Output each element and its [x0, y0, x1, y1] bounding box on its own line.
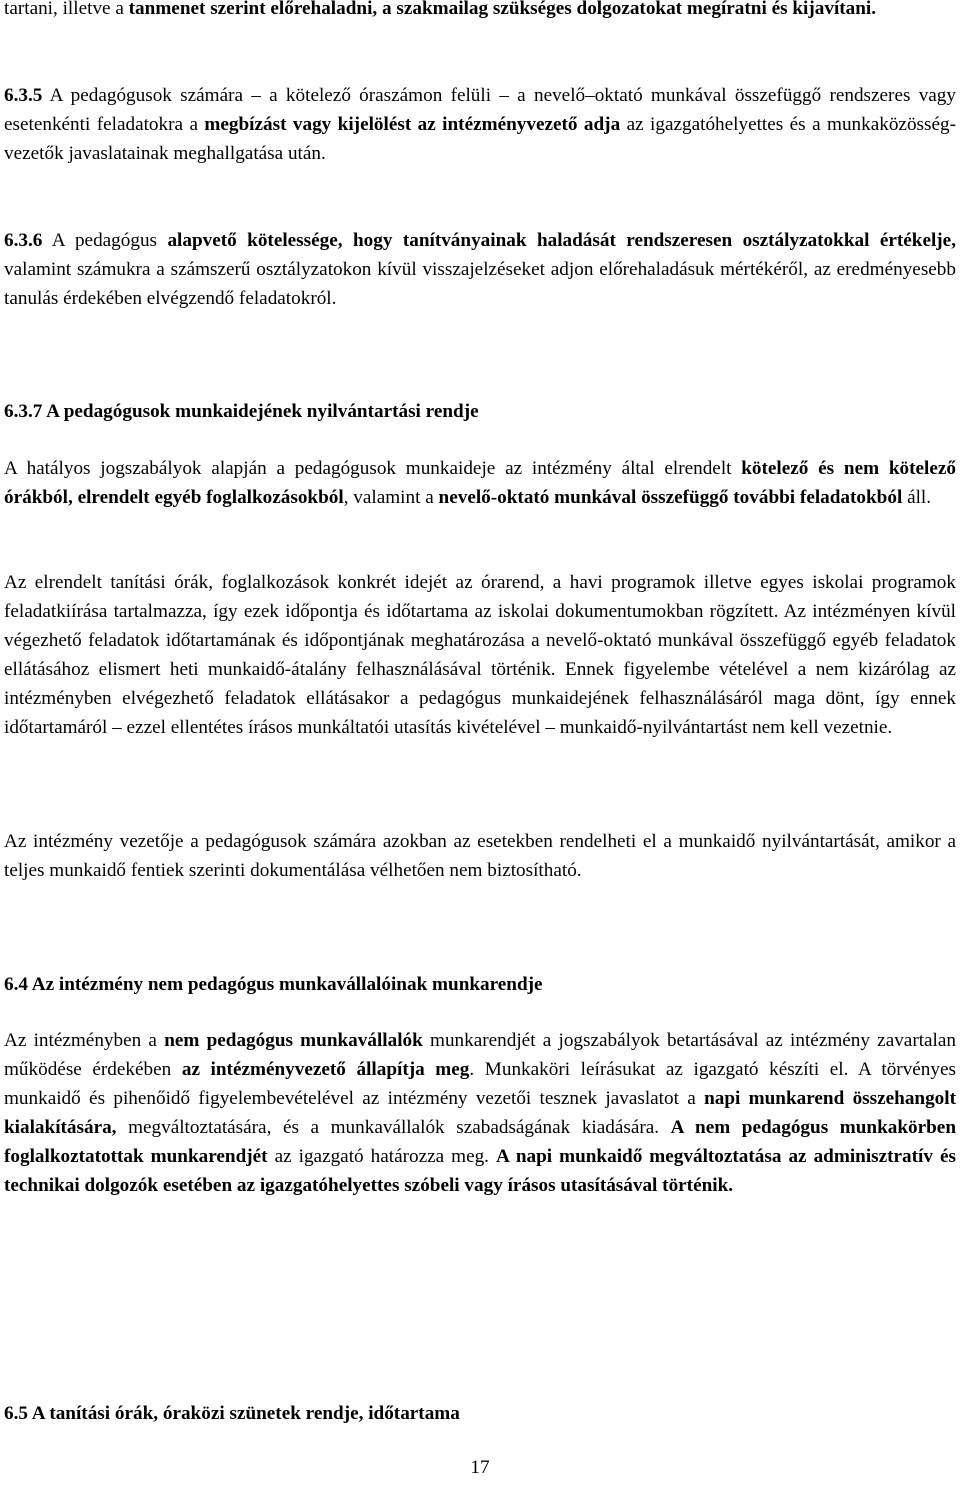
bold-run: nevelő-oktató munkával összefüggő további feladatokból — [438, 487, 903, 508]
heading-6-5 — [4, 1399, 956, 1428]
text-run: , valamint a — [343, 487, 439, 508]
section-number: 6.3.5 — [4, 85, 43, 106]
text-run: tartani, illetve a — [4, 0, 129, 19]
body-paragraph: Az elrendelt tanítási órák, foglalkozások konkrét idejét az órarend, a havi programok illetve egyes iskolai programok feladatkiírása tartalmazza, így ezek időpontja és időtartama az iskolai dokumentumokban rögzített. Az intézményen kívül végezhető feladatok időtartamának és időpontjának meghatározása a nevelő-oktató munkával összefüggő egyéb feladatok ellátásához elismert heti munkaidő-átalány felhasználásával történik. Ennek figyelembe vételével a nem kizárólag az intézményben elvégezhető feladatok ellátásakor a pedagógus munkaidejének felhasználásáról maga dönt, így ennek időtartamáról – ezzel ellentétes írásos munkáltatói utasítás kivételével – munkaidő-nyilvántartást nem kell vezetnie. — [4, 572, 956, 738]
bold-run: az intézményvezető állapítja meg — [181, 1059, 470, 1080]
text-run: az igazgatóhelyettes és a munkaközösség-vezetők javaslatainak meghallgatása után. — [4, 114, 956, 164]
text-run: megváltoztatására, és a munkavállalók szabadságának kiadására. — [116, 1117, 671, 1138]
text-run: munkarendjét a jogszabályok betartásával az intézmény zavartalan működése érdekében — [4, 1030, 957, 1080]
text-run: az igazgató határozza meg. — [267, 1146, 496, 1167]
text-run: Az intézményben a — [4, 1030, 165, 1051]
text-run: áll. — [902, 487, 932, 508]
body-paragraph: Az intézmény vezetője a pedagógusok számára azokban az esetekben rendelheti el a munkaidő nyilvántartását, amikor a teljes munkaidő fentiek szerinti dokumentálása vélhetően nem biztosítható. — [4, 831, 956, 881]
bold-run: nem pedagógus munkavállalók — [164, 1030, 423, 1051]
bold-run: tanmenet szerint előrehaladni, a szakmailag szükséges dolgozatokat megíratni és kijavítani. — [128, 0, 877, 19]
text-run: A pedagógusok számára – a kötelező óraszámon felüli – a nevelő–oktató munkával összefüggő rendszeres vagy esetenkénti feladatokra a — [4, 85, 956, 135]
paragraph-6-3-7-a — [4, 454, 956, 512]
section-heading: 6.5 A tanítási órák, óraközi szünetek rendje, időtartama — [4, 1403, 460, 1424]
page-number: 17 — [470, 1457, 490, 1478]
bold-run: megbízást vagy kijelölést az intézményvezető adja — [204, 114, 621, 135]
document-page — [4, 0, 956, 1490]
paragraph-6-3-5 — [4, 81, 956, 168]
text-run: A hatályos jogszabályok alapján a pedagógusok munkaideje az intézmény által elrendelt — [4, 458, 742, 479]
text-run: valamint számukra a számszerű osztályzatokon kívül visszajelzéseket adjon előrehaladásuk mértékéről, az eredményesebb tanulás érdekében elvégzendő feladatokról. — [4, 259, 956, 309]
heading-6-4 — [4, 970, 956, 999]
bold-run: napi munkarend összehangolt kialakítására, — [4, 1088, 956, 1138]
text-run: . Munkaköri leírásukat az igazgató készíti el. A törvényes munkaidő és pihenőidő figyelembevételével az intézmény vezetői tesznek javaslatot a — [4, 1059, 956, 1109]
bold-run: alapvető kötelessége, hogy tanítványainak haladását rendszeresen osztályzatokkal értékelje, — [167, 230, 956, 251]
bold-run: A nem pedagógus munkakörben foglalkoztatottak munkarendjét — [4, 1117, 956, 1167]
section-heading: 6.3.7 A pedagógusok munkaidejének nyilvántartási rendje — [4, 401, 479, 422]
paragraph-6-3-7-b — [4, 568, 956, 742]
paragraph-6-3-7-c — [4, 827, 956, 885]
paragraph-6-3-6 — [4, 226, 956, 313]
bold-run: kötelező és nem kötelező órákból, elrendelt egyéb foglalkozásokból — [4, 458, 956, 508]
paragraph-6-4 — [4, 1026, 956, 1200]
bold-run: A napi munkaidő megváltoztatása az adminisztratív és technikai dolgozók esetében az igazgatóhelyettes szóbeli vagy írásos utasításával történik. — [4, 1146, 956, 1196]
paragraph-continuation — [4, 0, 956, 23]
text-run: A pedagógus — [42, 230, 168, 251]
section-heading: 6.4 Az intézmény nem pedagógus munkavállalóinak munkarendje — [4, 974, 543, 995]
heading-6-3-7 — [4, 397, 956, 426]
section-number: 6.3.6 — [4, 230, 43, 251]
